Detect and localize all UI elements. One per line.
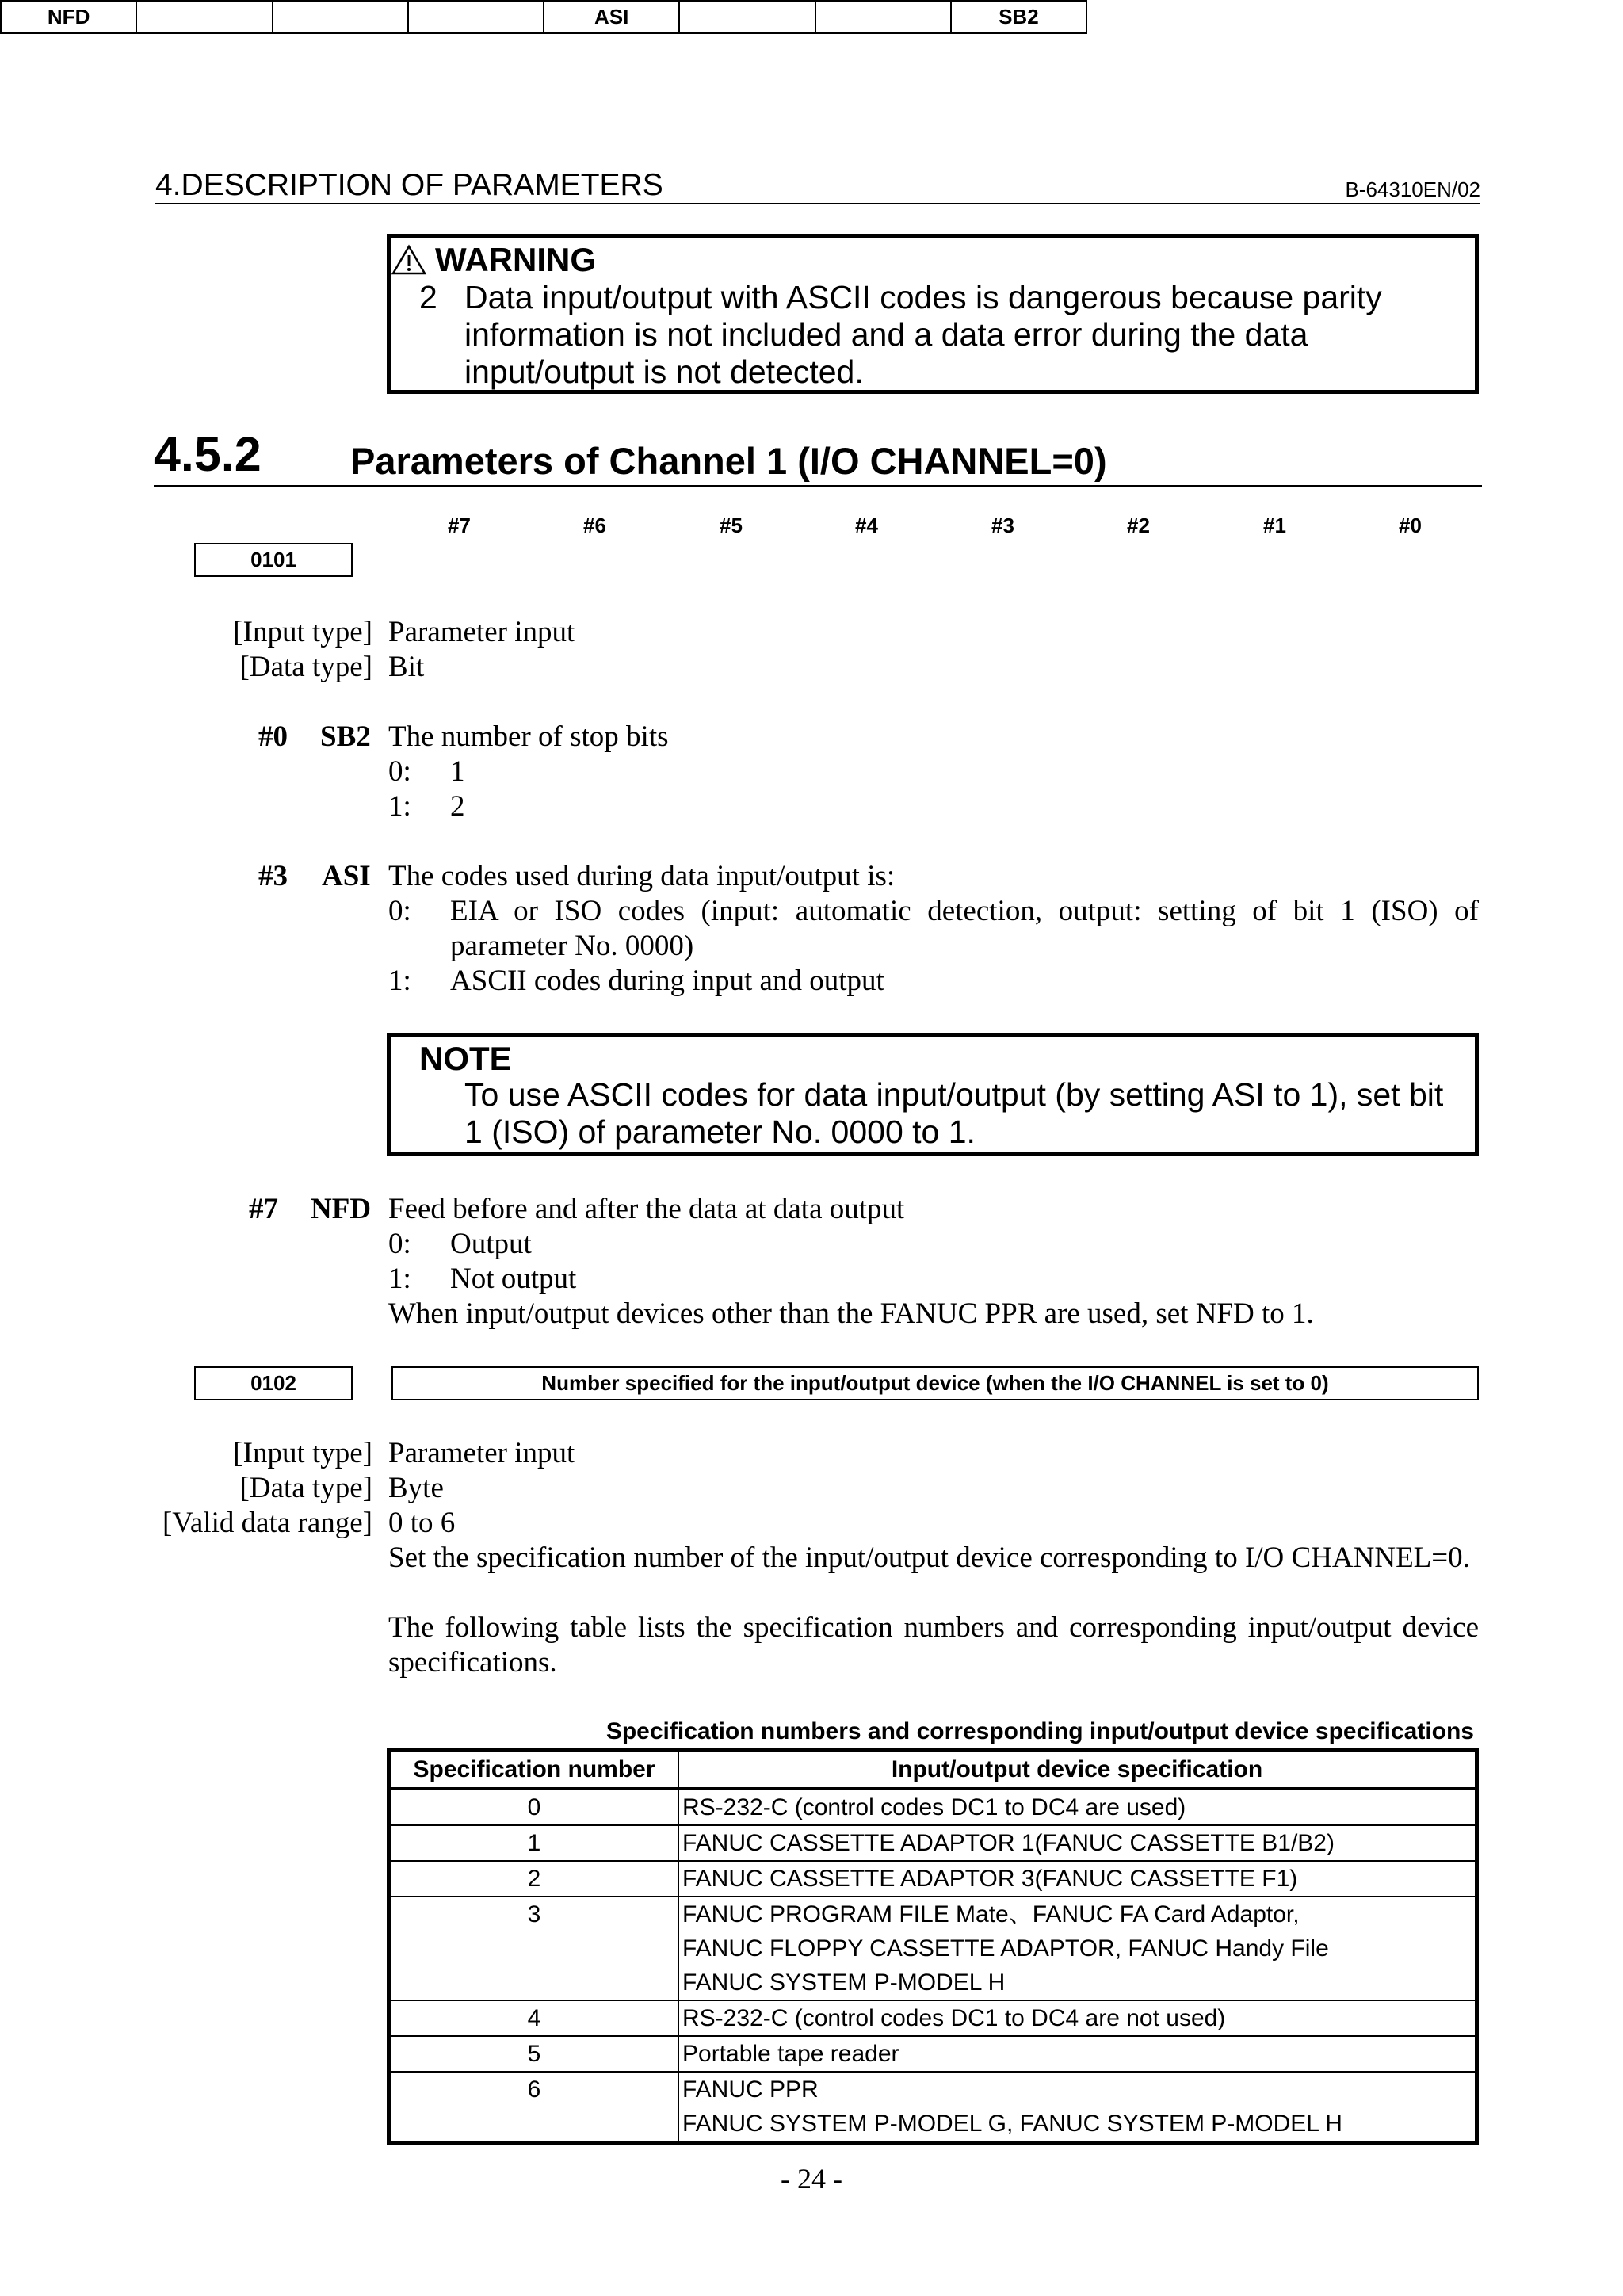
bit-header: #3	[991, 514, 1014, 537]
device-spec-cell	[678, 1789, 1477, 1825]
device-spec-cell	[678, 1897, 1477, 2000]
param-0102-description-2: The following table lists the specification numbers and corresponding input/output device specifications.	[388, 1611, 1479, 1679]
device-spec-line: FANUC SYSTEM P-MODEL H	[682, 1969, 1006, 1996]
value-key: 0:	[388, 1228, 411, 1260]
column-header: Specification number	[389, 1751, 679, 1790]
value-desc: Output	[450, 1228, 532, 1260]
warning-text: Data input/output with ASCII codes is dangerous because parity information is not included and a data error during the data input/output is not detected.	[464, 279, 1382, 390]
bit-name-nfd: NFD	[311, 1193, 372, 1225]
device-spec-line: FANUC FLOPPY CASSETTE ADAPTOR, FANUC Handy File	[682, 1935, 1329, 1962]
bit-cell	[407, 2, 543, 32]
data-type-value: Byte	[388, 1472, 444, 1504]
bit-cell: ASI	[543, 2, 678, 32]
spec-number-cell: 1	[389, 1825, 679, 1861]
value-key: 0:	[388, 755, 411, 788]
device-spec-cell	[678, 2000, 1477, 2036]
bit-name-sb2: SB2	[320, 720, 371, 753]
bit-header: #5	[720, 514, 743, 537]
bit-cell	[678, 2, 814, 32]
page-number: - 24 -	[781, 2163, 842, 2195]
asi-description: The codes used during data input/output is:	[388, 860, 896, 892]
value-desc: ASCII codes during input and output	[450, 965, 884, 997]
warning-triangle-icon	[391, 244, 427, 276]
bit-cell	[272, 2, 407, 32]
table-row	[389, 2036, 1477, 2072]
bit-cell	[136, 2, 271, 32]
device-spec-cell	[678, 1861, 1477, 1897]
warning-box	[387, 234, 1479, 394]
value-desc: EIA or ISO codes (input: automatic detection, output: setting of bit 1 (ISO) of parameter No. 0000)	[450, 895, 1479, 962]
input-type-value: Parameter input	[388, 616, 575, 648]
value-desc: Not output	[450, 1263, 577, 1295]
column-header: Input/output device specification	[678, 1751, 1477, 1790]
parameter-0102-title: Number specified for the input/output device (when the I/O CHANNEL is set to 0)	[391, 1366, 1479, 1400]
section-number: 4.5.2	[154, 427, 262, 481]
spec-number-cell: 3	[389, 1897, 679, 2000]
value-key: 0:	[388, 895, 411, 927]
bit-header: #4	[855, 514, 878, 537]
table-row	[389, 1897, 1477, 2000]
table-row	[389, 2072, 1477, 2143]
spec-number-cell: 0	[389, 1789, 679, 1825]
bit-assignment-row	[0, 0, 1087, 34]
nfd-remark: When input/output devices other than the FANUC PPR are used, set NFD to 1.	[388, 1297, 1314, 1330]
section-rule	[154, 485, 1482, 487]
header-rule	[155, 203, 1480, 204]
table-row	[389, 1825, 1477, 1861]
spec-number-cell: 5	[389, 2036, 679, 2072]
section-title: Parameters of Channel 1 (I/O CHANNEL=0)	[350, 440, 1107, 482]
value-key: 1:	[388, 965, 411, 997]
value-key: 1:	[388, 1263, 411, 1295]
bit-header: #2	[1127, 514, 1150, 537]
valid-range-label: [Valid data range]	[162, 1507, 372, 1539]
parameter-number-0101: 0101	[194, 543, 353, 577]
bit-header: #0	[1399, 514, 1422, 537]
device-spec-line: FANUC CASSETTE ADAPTOR 1(FANUC CASSETTE B1/B2)	[682, 1830, 1335, 1856]
input-type-label: [Input type]	[233, 616, 372, 648]
note-title: NOTE	[419, 1040, 512, 1077]
parameter-number-0102: 0102	[194, 1366, 353, 1400]
bit-number: #3	[258, 860, 288, 892]
input-type-value: Parameter input	[388, 1437, 575, 1469]
device-spec-line: FANUC SYSTEM P-MODEL G, FANUC SYSTEM P-MODEL H	[682, 2111, 1342, 2137]
spec-table	[387, 1748, 1479, 2145]
sb2-description: The number of stop bits	[388, 720, 669, 753]
spec-number-cell: 2	[389, 1861, 679, 1897]
value-key: 1:	[388, 790, 411, 823]
bit-name-asi: ASI	[322, 860, 371, 892]
device-spec-line: RS-232-C (control codes DC1 to DC4 are not used)	[682, 2005, 1226, 2031]
bit-number: #7	[249, 1193, 278, 1225]
bit-number: #0	[258, 720, 288, 753]
device-spec-line: FANUC CASSETTE ADAPTOR 3(FANUC CASSETTE F1)	[682, 1866, 1298, 1892]
warning-title: WARNING	[435, 241, 596, 278]
value-desc: 2	[450, 790, 465, 823]
device-spec-line: FANUC PPR	[682, 2076, 819, 2103]
device-spec-cell	[678, 2036, 1477, 2072]
data-type-label: [Data type]	[239, 651, 372, 683]
table-caption: Specification numbers and corresponding input/output device specifications	[605, 1718, 1474, 1744]
running-header-section: 4.DESCRIPTION OF PARAMETERS	[155, 168, 663, 202]
device-spec-cell	[678, 2072, 1477, 2143]
document-code: B-64310EN/02	[1345, 178, 1480, 201]
bit-header: #1	[1263, 514, 1286, 537]
table-row	[389, 2000, 1477, 2036]
bit-cell	[815, 2, 950, 32]
nfd-description: Feed before and after the data at data output	[388, 1193, 905, 1225]
spec-number-cell: 4	[389, 2000, 679, 2036]
valid-range-value: 0 to 6	[388, 1507, 456, 1539]
input-type-label: [Input type]	[233, 1437, 372, 1469]
bit-header: #7	[448, 514, 471, 537]
warning-item-number: 2	[419, 279, 437, 315]
table-row	[389, 1861, 1477, 1897]
bit-cell: SB2	[950, 2, 1086, 32]
value-desc: 1	[450, 755, 465, 788]
data-type-value: Bit	[388, 651, 425, 683]
note-box	[387, 1033, 1479, 1156]
bit-cell: NFD	[47, 5, 90, 29]
note-text: To use ASCII codes for data input/output (by setting ASI to 1), set bit 1 (ISO) of parameter No. 0000 to 1.	[464, 1076, 1444, 1150]
device-spec-line: FANUC PROGRAM FILE Mate、FANUC FA Card Adaptor,	[682, 1901, 1300, 1927]
param-0102-description: Set the specification number of the input/output device corresponding to I/O CHANNEL=0.	[388, 1541, 1470, 1574]
device-spec-cell	[678, 1825, 1477, 1861]
data-type-label: [Data type]	[239, 1472, 372, 1504]
device-spec-line: Portable tape reader	[682, 2041, 899, 2067]
device-spec-line: RS-232-C (control codes DC1 to DC4 are used)	[682, 1794, 1186, 1820]
table-header-row	[389, 1751, 1477, 1790]
bit-header: #6	[583, 514, 606, 537]
table-row	[389, 1789, 1477, 1825]
spec-number-cell: 6	[389, 2072, 679, 2143]
